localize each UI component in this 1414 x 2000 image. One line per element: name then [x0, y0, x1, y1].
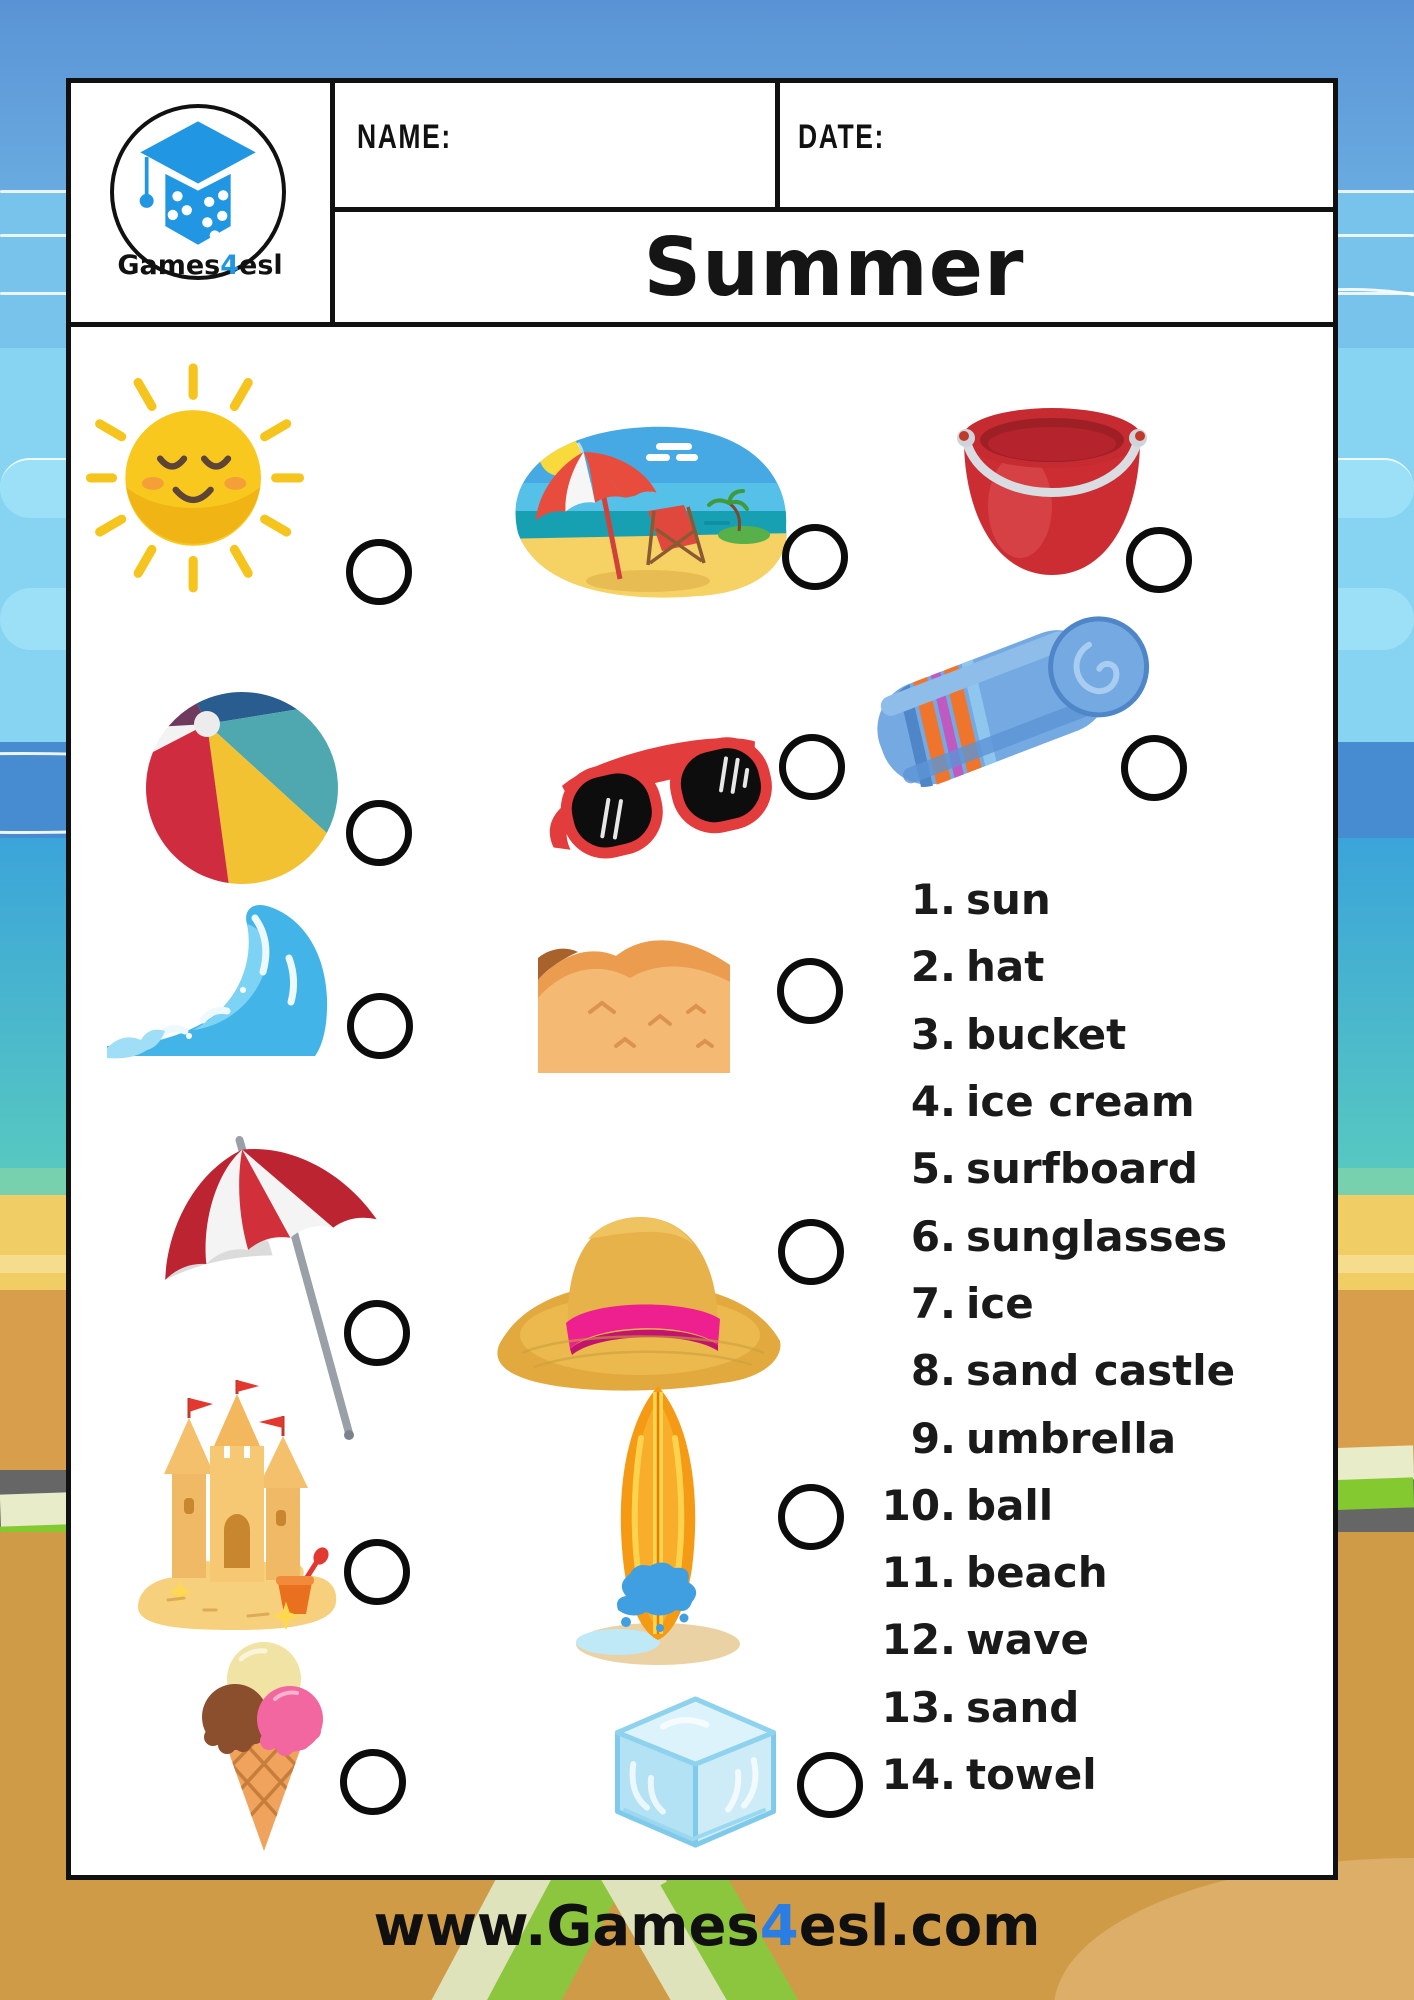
answer-circle-sun[interactable] — [346, 539, 412, 605]
logo-text-suffix: esl — [239, 250, 283, 281]
sunglasses-illustration — [536, 685, 794, 900]
answer-circle-sunglasses[interactable] — [779, 734, 845, 800]
answer-circle-umbrella[interactable] — [344, 1300, 410, 1366]
word-list-item — [852, 1068, 1332, 1135]
header-divider-horizontal-title — [66, 322, 1338, 327]
word-label: ice cream — [966, 1077, 1195, 1127]
answer-circle-surfboard[interactable] — [778, 1484, 844, 1550]
logo-text-accent: 4 — [220, 250, 240, 281]
beach-illustration — [498, 413, 796, 605]
answer-circle-sand-castle[interactable] — [344, 1539, 410, 1605]
word-number: 10. — [881, 1480, 956, 1530]
footer-url-suffix: esl.com — [798, 1894, 1041, 1959]
word-number: 1. — [910, 875, 956, 925]
word-list-item — [852, 1674, 1332, 1741]
answer-circle-ball[interactable] — [346, 800, 412, 866]
header-divider-vertical-date — [775, 78, 780, 212]
wave-illustration — [103, 898, 335, 1066]
word-list-item — [852, 1202, 1332, 1269]
footer-url-prefix: www.Games — [373, 1894, 760, 1959]
word-label: towel — [966, 1750, 1097, 1799]
word-label: sunglasses — [966, 1211, 1228, 1261]
word-number: 8. — [910, 1346, 956, 1396]
word-number: 9. — [910, 1413, 956, 1463]
worksheet-title: Summer — [643, 220, 1025, 314]
word-number: 6. — [910, 1211, 956, 1261]
answer-circle-bucket[interactable] — [1126, 527, 1192, 593]
date-field[interactable] — [910, 110, 1320, 180]
word-number: 5. — [910, 1144, 956, 1194]
sun-hat-illustration — [492, 1183, 787, 1401]
word-number: 12. — [881, 1615, 956, 1665]
word-list-item — [852, 1741, 1332, 1808]
word-number: 14. — [881, 1750, 956, 1799]
word-number: 11. — [881, 1548, 956, 1598]
answer-circle-hat[interactable] — [778, 1219, 844, 1285]
word-label: bucket — [966, 1009, 1127, 1059]
word-number: 7. — [910, 1278, 956, 1328]
word-number: 4. — [910, 1077, 956, 1127]
sand-illustration — [538, 918, 730, 1073]
word-label: ice — [966, 1278, 1034, 1328]
word-list-item — [852, 1001, 1332, 1068]
word-list-item — [852, 1404, 1332, 1471]
footer-url — [0, 1894, 1414, 1959]
date-label: DATE: — [798, 118, 885, 156]
surfboard-illustration — [570, 1378, 745, 1670]
word-list-item — [852, 1135, 1332, 1202]
towel-illustration — [862, 598, 1157, 858]
word-label: sand castle — [966, 1346, 1236, 1396]
sand-castle-illustration — [128, 1378, 346, 1646]
ice-cube-illustration — [603, 1693, 788, 1855]
word-list-item — [852, 1270, 1332, 1337]
footer-url-accent: 4 — [759, 1894, 799, 1959]
word-label: hat — [966, 942, 1045, 992]
word-list — [852, 866, 1332, 1808]
answer-circle-wave[interactable] — [347, 993, 413, 1059]
word-label: ball — [966, 1480, 1054, 1530]
answer-circle-ice-cream[interactable] — [340, 1749, 406, 1815]
word-label: surfboard — [966, 1144, 1198, 1194]
word-label: sun — [966, 875, 1051, 925]
word-list-item — [852, 1539, 1332, 1606]
sun-illustration — [85, 335, 305, 630]
word-list-item — [852, 1472, 1332, 1539]
word-label: sand — [966, 1682, 1080, 1732]
name-label: NAME: — [357, 118, 452, 156]
word-list-item — [852, 1337, 1332, 1404]
answer-circle-towel[interactable] — [1121, 735, 1187, 801]
word-label: beach — [966, 1548, 1108, 1598]
word-label: umbrella — [966, 1413, 1177, 1463]
word-list-item — [852, 866, 1332, 933]
name-field[interactable] — [470, 110, 765, 180]
logo-wordmark — [66, 250, 334, 281]
answer-circle-beach[interactable] — [782, 524, 848, 590]
word-number: 3. — [910, 1009, 956, 1059]
answer-circle-sand[interactable] — [777, 958, 843, 1024]
beach-ball-illustration — [143, 663, 341, 913]
word-list-item — [852, 1606, 1332, 1673]
dice-graduation-cap-icon — [118, 116, 278, 256]
word-number: 13. — [881, 1682, 956, 1732]
ice-cream-illustration — [193, 1633, 335, 1861]
word-number: 2. — [910, 942, 956, 992]
word-label: wave — [966, 1615, 1090, 1665]
logo-text-prefix: Games — [117, 250, 221, 281]
word-list-item — [852, 933, 1332, 1000]
bucket-illustration — [948, 388, 1156, 593]
